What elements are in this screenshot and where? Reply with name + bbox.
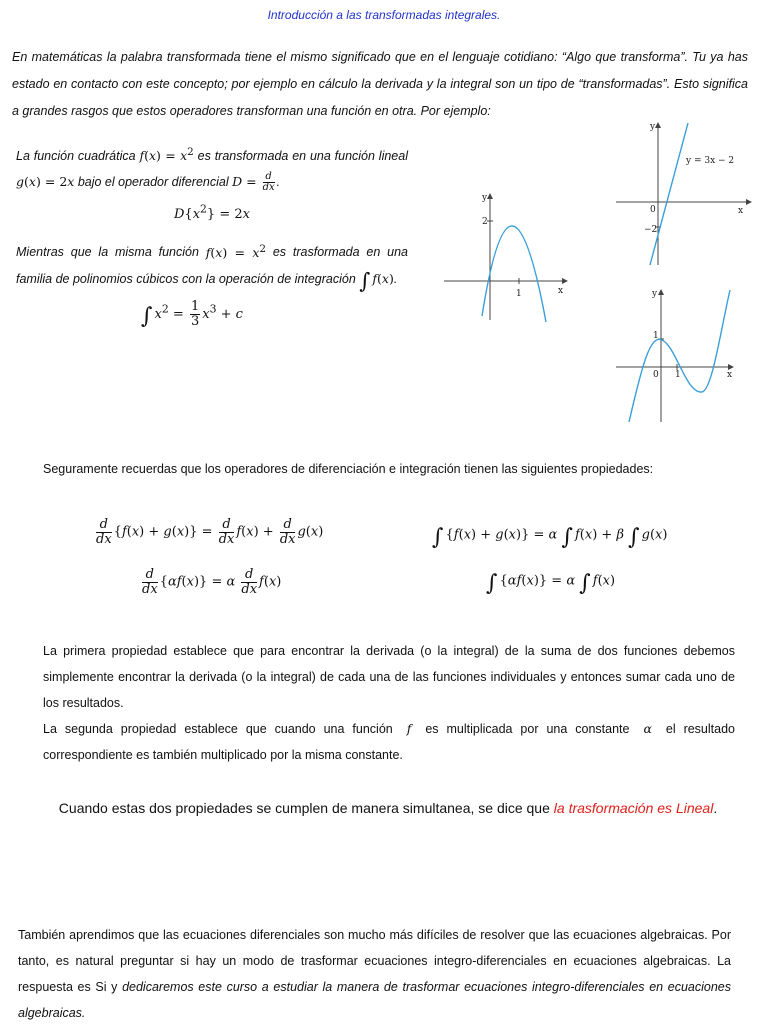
example-text-2a: Mientras que la misma función [16,245,199,260]
x-axis-label: x [727,370,733,380]
y-axis-label: y [650,122,656,132]
second-property-text-a: La segunda propiedad establece que cuando una función [43,722,393,736]
x-tick-label: 1 [675,370,681,380]
x-axis-arrow [562,278,568,284]
y-axis-arrow [655,122,661,128]
linearity-statement: Cuando estas dos propiedades se cumplen de manera simultanea, se dice que la trasformación es Lineal. [58,800,718,816]
example-text-1b: es transformada en una función lineal [197,149,408,164]
y-axis-arrow [487,193,493,199]
first-property-paragraph: La primera propiedad establece que para encontrar la derivada (o la integral) de la suma de dos funciones debemos simplemente encontrar la derivada (o la integral) de cada una de las funciones individuales y entonces sumar cada uno de los resultados. [43,644,735,710]
formula-operator-d: D = $\frac{d}{dx}$ [232,170,275,194]
cubic-curve [629,290,733,422]
example-paragraph-2: Mientras que la misma función $f(x) = x^2$ es trasformada en una familia de polinomios cúbicos con la operación de integración ∫ f(x). [16,242,408,294]
formula-integral-sum: ∫ {f(x) + g(x)} = α ∫ f(x) + β ∫ g(x) [432,524,668,550]
origin-label: 0 [653,370,659,380]
final-text-a: También aprendimos que las ecuaciones diferenciales son mucho más difíciles de resolver que las ecuaciones algebraicas. Por tanto, es natural preguntar si hay un modo de trasformar ecuaciones integro-diferenciales en ecuaciones algebraicas. La respuesta es Si y [18,928,731,994]
properties-intro: Seguramente recuerdas que los operadores de diferenciación e integración tienen las siguientes propiedades: [43,462,654,476]
symbol-alpha: α [643,721,652,736]
intro-paragraph: En matemáticas la palabra transformada tiene el mismo significado que en el lenguaje cotidiano: “Algo que transforma”. Tu ya has estado en contacto con este concepto; por ejemplo en cálculo la derivada y la integral son un tipo de “transformadas”. Esto significa a grandes rasgos que estos operadores transforman una función en otra. Por ejemplo: [12,50,748,118]
x-axis-label: x [738,206,744,216]
formula-fx-square-2: $f(x) = x^2$ [205,242,267,260]
formula-integral-fx: ∫ f(x) [359,268,394,294]
example-block [16,140,408,335]
y-axis-label: y [652,289,658,299]
symbol-f: f [406,721,412,736]
linearity-highlight: la trasformación es Lineal [553,800,714,816]
second-property-text-c: el resultado correspondiente es también multiplicado por la misma constante. [43,722,735,762]
formula-derivative-scalar: $\frac{d}{dx}$ {αf(x)} = α $\frac{d}{dx}$ f(x) [142,567,282,597]
example-text-2b: es trasformada en una familia de polinomios cúbicos con la operación de integración [16,245,408,286]
document-title: Introducción a las transformadas integrales. [267,8,501,22]
second-property-text-b: es multiplicada por una constante [425,722,630,736]
example-text-1a: La función cuadrática [16,149,136,164]
y-axis-arrow [658,289,664,295]
y-tick-label: 2 [482,217,488,227]
final-text-b: dedicaremos este curso a estudiar la manera de trasformar ecuaciones integro-diferenciales en ecuaciones algebraicas. [18,980,731,1020]
formula-fx-square: $f(x) = x^2$ [139,146,194,164]
parabola-graph [438,188,572,324]
equation-integral-x-squared: ∫ $x^2$ = $\frac{1}{3}$ $x^3 + c$ [141,298,243,330]
y-tick-label: −2 [644,225,658,235]
x-tick-label: 1 [516,289,522,299]
formula-integral-scalar: ∫ {αf(x)} = α ∫ f(x) [486,570,616,596]
properties-formulas [0,510,768,620]
parabola-curve [482,226,546,322]
line-graph [610,117,758,269]
cubic-graph [612,284,760,426]
line-curve [650,123,688,265]
formula-derivative-sum: $\frac{d}{dx}$ {f(x) + g(x)} = $\frac{d}{dx}$ f(x) + $\frac{d}{dx}$ g(x) [96,517,324,547]
x-axis-arrow [746,199,752,205]
line-equation-label: y = 3x − 2 [686,156,735,166]
example-paragraph-1: La función cuadrática $f(x) = x^2$ es transformada en una función lineal g(x) = 2x bajo el operador diferencial D = $\frac{d}{dx}$ . [16,146,408,194]
origin-label: 0 [650,205,656,215]
y-tick-label: 1 [653,331,659,341]
properties-explanation [43,638,735,768]
x-axis-label: x [558,286,564,296]
equation-derivative-x-squared: $D\{x^2\} = 2x$ [173,203,251,223]
second-property-paragraph [43,716,735,768]
final-paragraph [18,922,731,1026]
linearity-text: Cuando estas dos propiedades se cumplen de manera simultanea, se dice que [58,800,550,816]
formula-gx-linear: g(x) = 2x [16,174,75,190]
y-axis-label: y [482,193,488,203]
example-text-1c: bajo el operador diferencial [77,175,229,190]
